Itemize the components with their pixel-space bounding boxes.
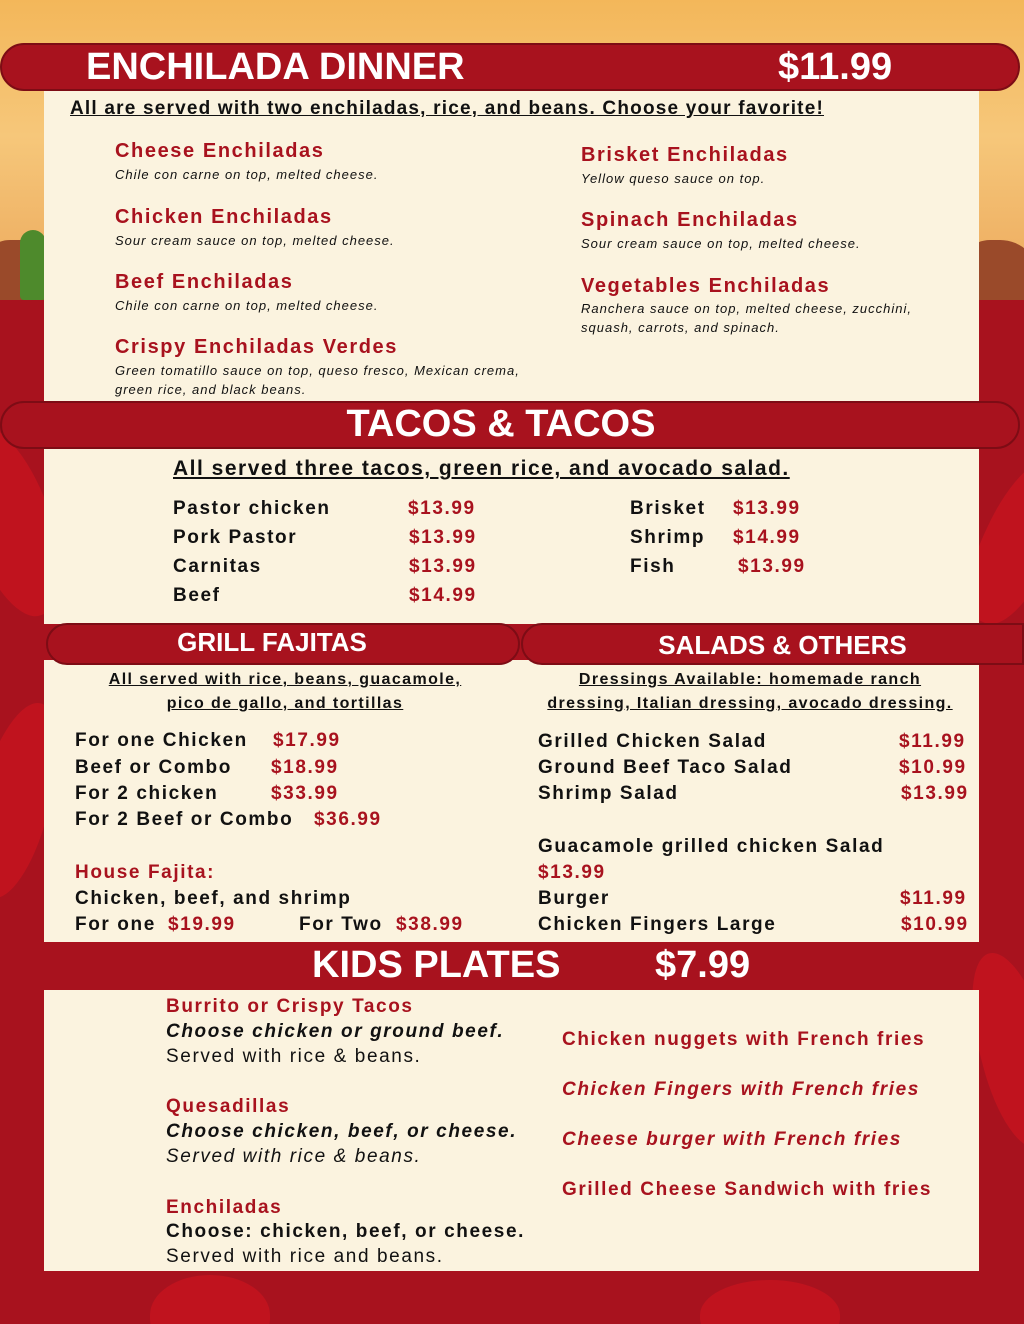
menu-item-name: For 2 Beef or Combo — [75, 809, 294, 830]
kids-item-served: Served with rice and beans. — [166, 1246, 444, 1267]
menu-item-name: Ground Beef Taco Salad — [538, 757, 793, 778]
kids-item-name: Chicken nuggets with French fries — [562, 1029, 926, 1050]
kids-item-name: Enchiladas — [166, 1197, 283, 1218]
kids-item-name: Burrito or Crispy Tacos — [166, 996, 414, 1017]
menu-item-name: Carnitas — [173, 556, 262, 577]
house-fajita-two-label: For Two — [299, 914, 383, 935]
house-fajita-title: House Fajita: — [75, 862, 216, 883]
menu-item-price: $11.99 — [900, 888, 967, 909]
kids-item-name: Quesadillas — [166, 1096, 291, 1117]
menu-item-price: $13.99 — [409, 556, 477, 577]
menu-item-price: $13.99 — [733, 498, 801, 519]
fajitas-subtitle: pico de gallo, and tortillas — [166, 695, 404, 712]
menu-item-desc: Green tomatillo sauce on top, queso fresco, Mexican crema, — [115, 363, 520, 378]
menu-item-name: Spinach Enchiladas — [581, 209, 799, 231]
menu-item-price: $14.99 — [409, 585, 477, 606]
menu-item-desc: Yellow queso sauce on top. — [581, 171, 766, 186]
menu-item-name: Beef Enchiladas — [115, 271, 294, 293]
kids-item-name: Grilled Cheese Sandwich with fries — [562, 1179, 933, 1200]
menu-item-name: Burger — [538, 888, 610, 909]
menu-item-name: Chicken Fingers Large — [538, 914, 777, 935]
menu-item-name: Pastor chicken — [173, 498, 331, 519]
kids-item-name: Chicken Fingers with French fries — [562, 1079, 920, 1100]
menu-item-price: $13.99 — [409, 527, 477, 548]
fajitas-subtitle: All served with rice, beans, guacamole, — [108, 671, 462, 688]
kids-item-served: Served with rice & beans. — [166, 1046, 422, 1067]
menu-item-name: Fish — [630, 556, 676, 577]
menu-item-name: Chicken Enchiladas — [115, 206, 333, 228]
menu-item-price: $11.99 — [899, 731, 966, 752]
tacos-subtitle: All served three tacos, green rice, and avocado salad. — [173, 457, 790, 480]
fajitas-title: GRILL FAJITAS — [177, 627, 367, 657]
menu-item-desc: Ranchera sauce on top, melted cheese, zucchini, — [581, 301, 913, 316]
menu-item-price: $17.99 — [273, 730, 341, 751]
menu-item-price: $10.99 — [899, 757, 967, 778]
menu-item-name: Grilled Chicken Salad — [538, 731, 767, 752]
menu-item-price: $13.99 — [408, 498, 476, 519]
menu-item-price: $13.99 — [538, 862, 606, 883]
menu-item-price: $14.99 — [733, 527, 801, 548]
menu-item-desc: Chile con carne on top, melted cheese. — [115, 298, 379, 313]
menu-item-price: $13.99 — [901, 783, 969, 804]
menu-item-desc: Sour cream sauce on top, melted cheese. — [115, 233, 395, 248]
salads-subtitle: dressing, Italian dressing, avocado dressing. — [547, 695, 953, 712]
menu-item-name: Beef or Combo — [75, 757, 232, 778]
menu-item-name: Beef — [173, 585, 221, 606]
menu-item-name: Shrimp Salad — [538, 783, 679, 804]
house-fajita-one-label: For one — [75, 914, 156, 935]
menu-item-desc: Sour cream sauce on top, melted cheese. — [581, 236, 861, 251]
menu-item-name: Cheese Enchiladas — [115, 140, 325, 162]
menu-item-name: For one Chicken — [75, 730, 248, 751]
menu-item-price: $36.99 — [314, 809, 382, 830]
menu-item-price: $33.99 — [271, 783, 339, 804]
menu-item-desc: Chile con carne on top, melted cheese. — [115, 167, 379, 182]
kids-item-served: Served with rice & beans. — [166, 1146, 422, 1167]
enchilada-title: ENCHILADA DINNER — [86, 46, 465, 88]
menu-item-name: For 2 chicken — [75, 783, 219, 804]
salads-title: SALADS & OTHERS — [658, 630, 907, 660]
house-fajita-one-price: $19.99 — [168, 914, 236, 935]
menu-item-name: Crispy Enchiladas Verdes — [115, 336, 398, 358]
menu-item-price: $13.99 — [738, 556, 806, 577]
kids-title: KIDS PLATES — [312, 944, 561, 986]
menu-item-name: Shrimp — [630, 527, 706, 548]
enchilada-subtitle: All are served with two enchiladas, rice, and beans. Choose your favorite! — [70, 98, 824, 119]
salads-subtitle: Dressings Available: homemade ranch — [578, 671, 922, 688]
tacos-title: TACOS & TACOS — [346, 403, 656, 445]
menu-item-price: $10.99 — [901, 914, 969, 935]
menu-item-name: Pork Pastor — [173, 527, 298, 548]
kids-item-choose: Choose: chicken, beef, or cheese. — [166, 1221, 526, 1242]
kids-item-choose: Choose chicken or ground beef. — [166, 1021, 505, 1042]
menu-item-name: Guacamole grilled chicken Salad — [538, 836, 885, 857]
menu-item-desc: squash, carrots, and spinach. — [581, 320, 780, 335]
kids-price: $7.99 — [655, 944, 751, 986]
enchilada-price: $11.99 — [778, 46, 893, 88]
menu-item-desc: green rice, and black beans. — [115, 382, 307, 397]
menu-item-name: Brisket Enchiladas — [581, 144, 789, 166]
menu-item-price: $18.99 — [271, 757, 339, 778]
menu-item-name: Brisket — [630, 498, 706, 519]
house-fajita-desc: Chicken, beef, and shrimp — [75, 888, 352, 909]
kids-item-name: Cheese burger with French fries — [562, 1129, 902, 1150]
kids-item-choose: Choose chicken, beef, or cheese. — [166, 1121, 518, 1142]
menu-item-name: Vegetables Enchiladas — [581, 275, 831, 297]
house-fajita-two-price: $38.99 — [396, 914, 464, 935]
